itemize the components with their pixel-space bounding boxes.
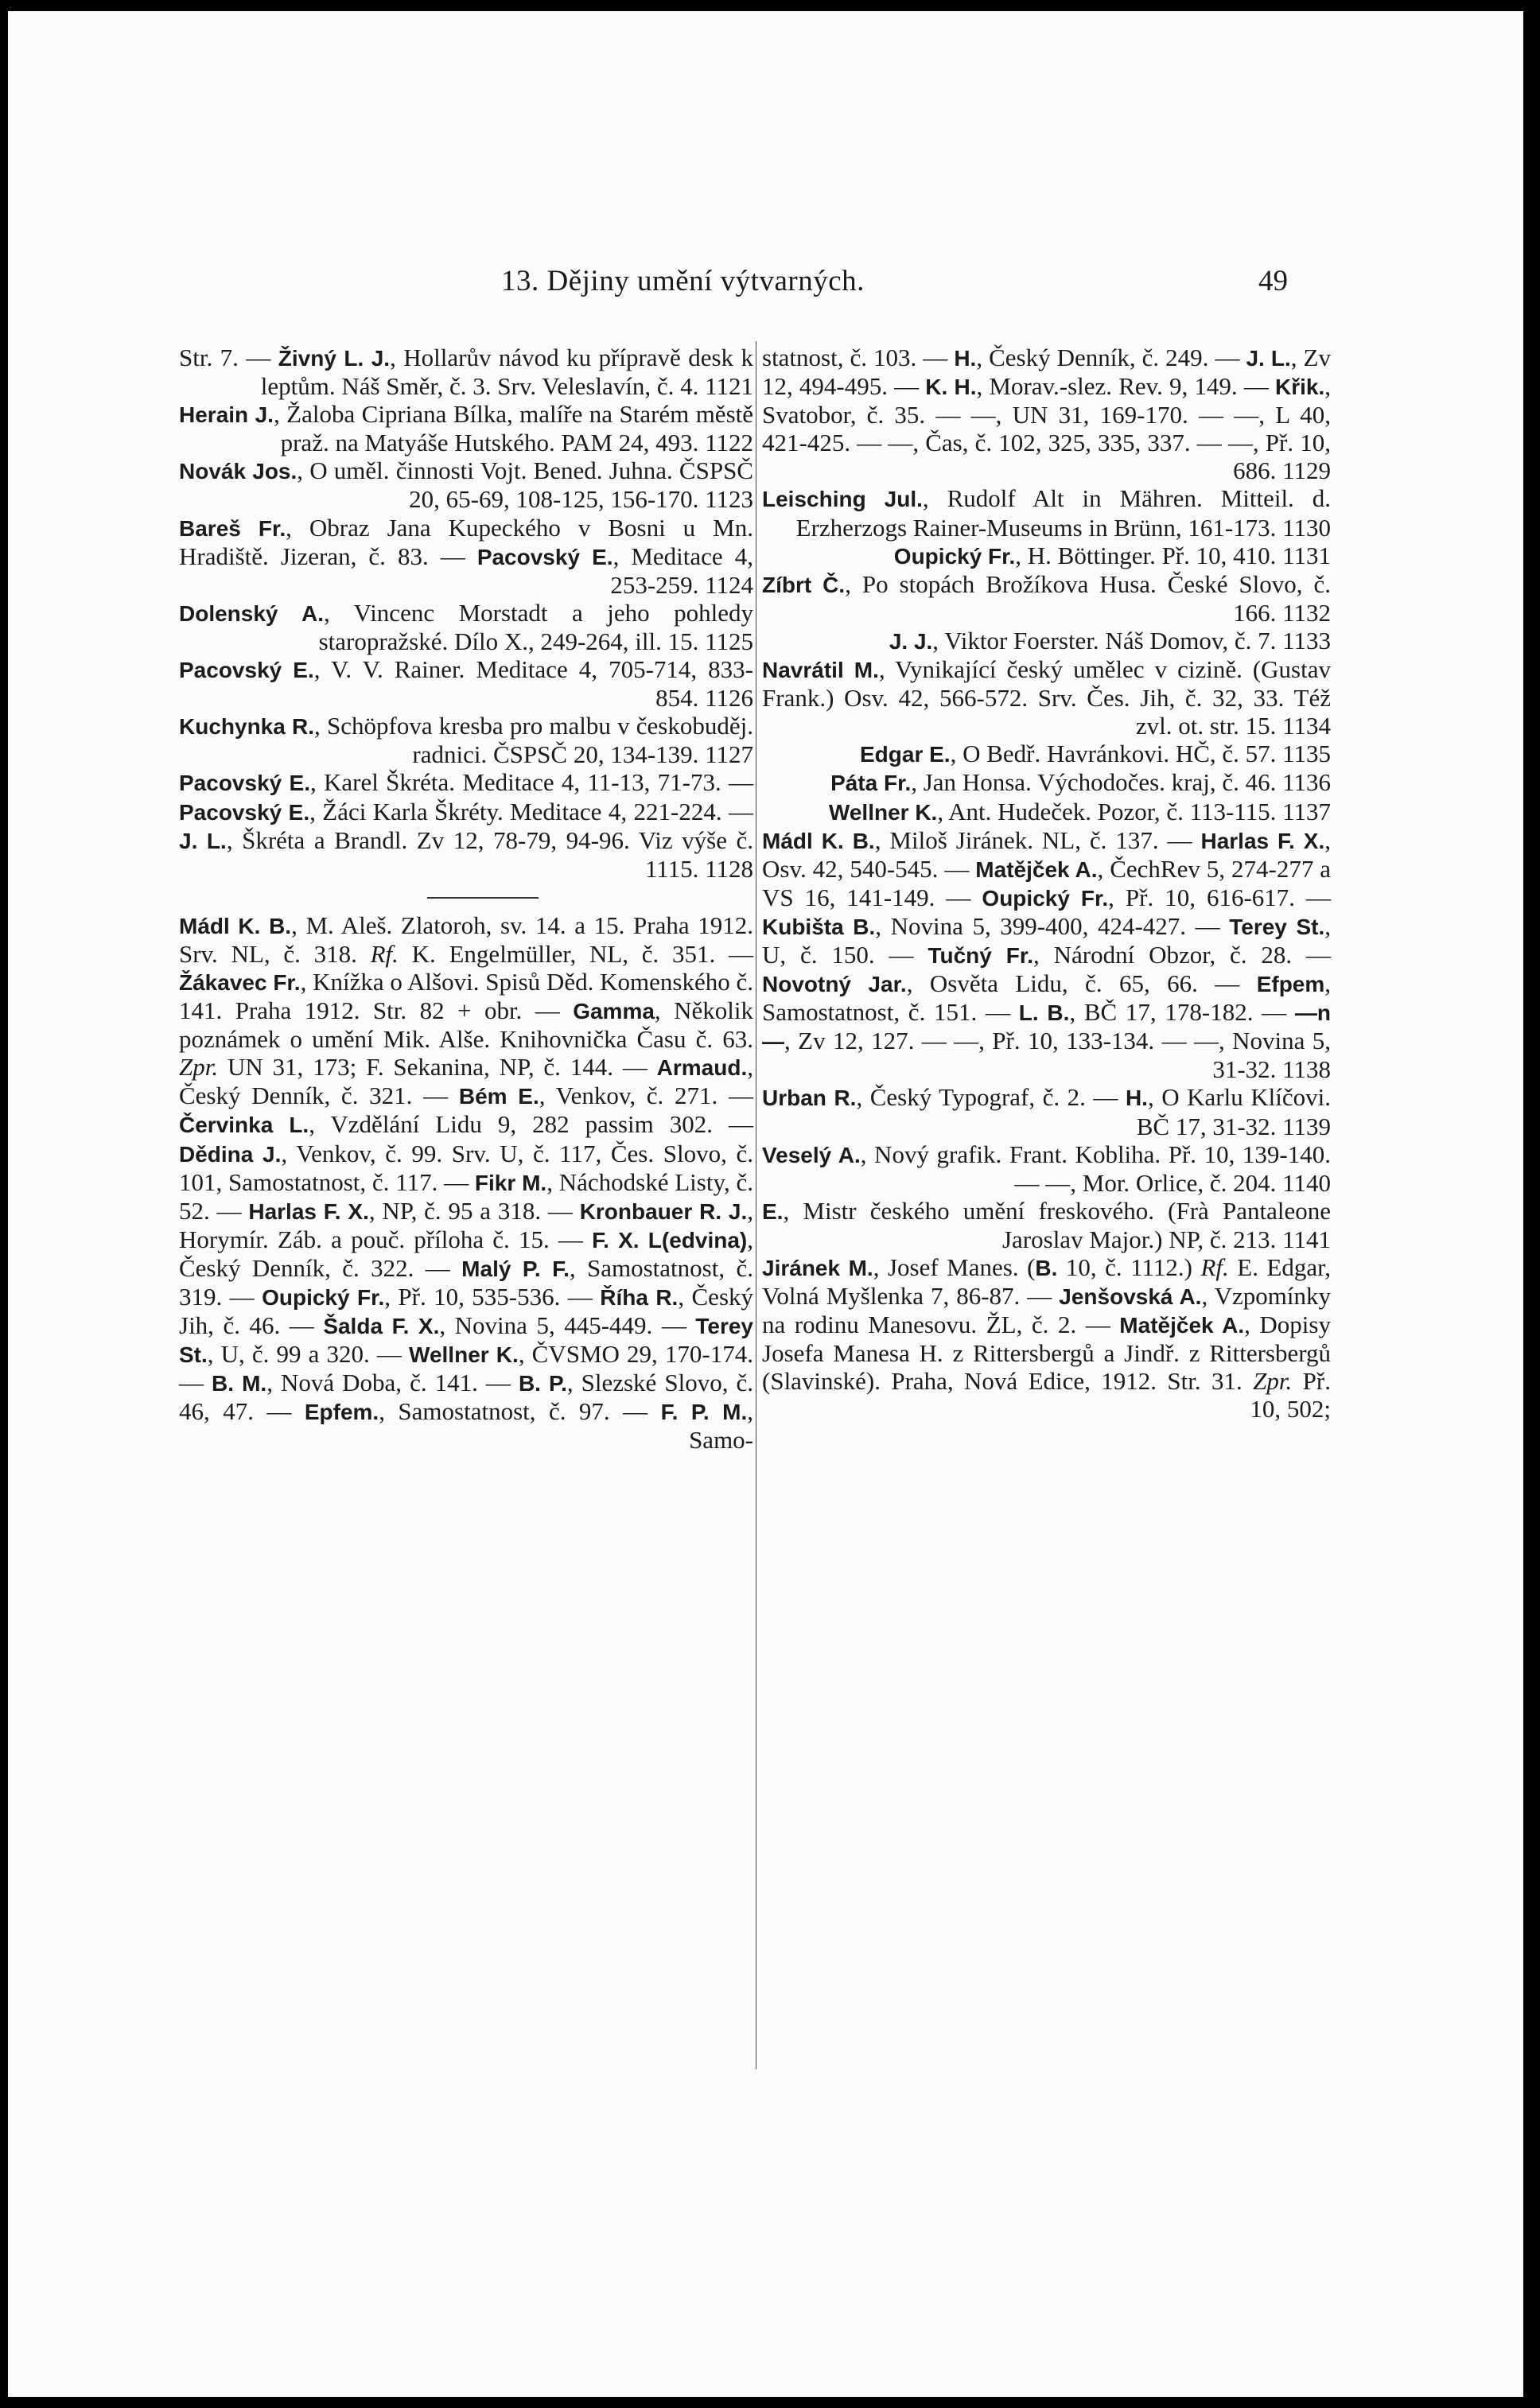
entry-text: UN 31, 173; F. Sekanina, NP, č. 144. — — [218, 1053, 657, 1082]
entry-text: , O Karlu Klíčovi. BČ 17, 31-32. 1139 — [1136, 1083, 1331, 1140]
entry-text: , Př. 10, 535-536. — — [384, 1283, 601, 1311]
entry-text: , Český Jih, č. 46. — — [179, 1283, 754, 1340]
author-name: B. — [1035, 1256, 1058, 1280]
entry-text: , Jan Honsa. Východočes. kraj, č. 46. 1136 — [911, 768, 1331, 797]
entry-text: , U, č. 150. — — [762, 911, 1331, 969]
author-name: Kubišta B. — [762, 914, 876, 939]
author-name: Jiránek M. — [762, 1256, 873, 1280]
bibliography-entry — [762, 570, 1331, 627]
bibliography-entry — [762, 1197, 1331, 1253]
author-name: H. — [954, 346, 977, 371]
bibliography-entry — [762, 1140, 1331, 1197]
entry-text: , H. Böttinger. Př. 10, 410. 1131 — [1015, 541, 1331, 569]
author-name: Bém E. — [458, 1084, 539, 1109]
entry-text: , Zv 12, 127. — —, Př. 10, 133-134. — —, Novina 5, 31-32. 1138 — [784, 1027, 1331, 1084]
italic-abbrev: Rf. — [370, 939, 399, 968]
author-name: B. M. — [212, 1371, 267, 1396]
author-name: J. J. — [889, 628, 933, 654]
entry-text: , Škréta a Brandl. Zv 12, 78-79, 94-96. Viz výše č. 1115. 1128 — [226, 825, 753, 883]
author-name: —n— — [762, 1000, 1331, 1054]
entry-text: , Zv 12, 494-495. — — [762, 344, 1331, 401]
entry-text: , Karel Škréta. Meditace 4, 11-13, 71-73. — — [309, 768, 753, 797]
bibliography-entry — [762, 740, 1331, 768]
entry-text: , Náchodské Listy, č. 52. — — [179, 1167, 754, 1225]
entry-text: , Vzdělání Lidu 9, 282 passim 302. — — [309, 1110, 754, 1139]
entry-text: , Národní Obzor, č. 28. — — [1032, 940, 1331, 969]
entry-text: , Český Denník, č. 321. — — [179, 1053, 753, 1110]
author-name: Urban R. — [762, 1086, 857, 1111]
entry-text: , Hollarův návod ku přípravě desk k leptům. Náš Směr, č. 3. Srv. Veleslavín, č. 4. 1121 — [260, 344, 753, 401]
entry-text: , Samo- — [689, 1397, 753, 1455]
author-name: Novotný Jar. — [762, 972, 907, 997]
bibliography-entry — [762, 542, 1331, 570]
author-name: Pacovský E. — [476, 544, 613, 569]
entry-text: , O Bedř. Havránkovi. HČ, č. 57. 1135 — [950, 740, 1331, 768]
author-name: Bareš Fr. — [179, 515, 286, 541]
entry-text: , Několik poznámek o umění Mik. Alše. Knihovnička Času č. 63. — [179, 996, 753, 1054]
entry-text: , Novina 5, 399-400, 424-427. — — [875, 911, 1230, 940]
author-name: Šalda F. X. — [323, 1314, 440, 1339]
author-name: Gamma — [573, 999, 655, 1024]
entry-text: , NP, č. 95 a 318. — — [368, 1196, 580, 1225]
author-name: Mádl K. B. — [762, 828, 875, 853]
author-name: H. — [1125, 1086, 1148, 1111]
entry-text: , U, č. 99 a 320. — — [207, 1340, 410, 1369]
entry-text: , Osvěta Lidu, č. 65, 66. — — [906, 969, 1257, 998]
bibliography-entry — [762, 768, 1331, 797]
author-name: Dědina J. — [179, 1141, 282, 1167]
page-header — [8, 264, 1523, 312]
bibliography-entry — [179, 911, 753, 1455]
author-name: B. P. — [518, 1371, 567, 1396]
entry-text: , Morav.-slez. Rev. 9, 149. — — [976, 372, 1275, 401]
author-name: Matějček A. — [1119, 1313, 1245, 1338]
author-name: Živný L. J. — [278, 346, 391, 371]
author-name: Pacovský E. — [179, 658, 314, 683]
entry-text: , Žaloba Cipriana Bílka, malíře na Starém městě praž. na Matyáše Hutského. PAM 24, 493. 1122 — [273, 400, 754, 457]
entry-text: , Schöpfova kresba pro malbu v českobuděj. radnici. ČSPSČ 20, 134-139. 1127 — [314, 712, 753, 769]
entry-text: , V. V. Rainer. Meditace 4, 705-714, 833-854. 1126 — [313, 655, 753, 713]
entry-text: , Meditace 4, 253-259. 1124 — [610, 542, 753, 599]
author-name: Mádl K. B. — [179, 913, 292, 938]
author-name: Veselý A. — [762, 1142, 861, 1167]
entry-text: , Samostatnost, č. 97. — — [379, 1397, 661, 1426]
author-name: Dolenský A. — [179, 600, 324, 626]
entry-text: , Př. 10, 616-617. — — [1108, 883, 1332, 911]
author-name: Wellner K. — [828, 799, 938, 825]
author-name: J. L. — [1246, 346, 1291, 371]
author-name: Navrátil M. — [762, 658, 879, 683]
entry-text: , Novina 5, 445-449. — — [439, 1311, 696, 1340]
italic-abbrev: Zpr. — [179, 1053, 219, 1082]
entry-text: , ČVSMO 29, 170-174. — — [179, 1340, 753, 1397]
entry-text: , Viktor Foerster. Náš Domov, č. 7. 1133 — [932, 626, 1331, 654]
entry-text: statnost, č. 103. — — [762, 344, 955, 371]
entry-text: , Venkov, č. 271. — — [539, 1082, 753, 1110]
entry-text: , Knížka o Alšovi. Spisů Děd. Komenského č. 141. Praha 1912. Str. 82 + obr. — — [179, 967, 753, 1025]
entry-text: 10, č. 1112.) — [1057, 1253, 1201, 1281]
bibliography-entry — [762, 1253, 1331, 1423]
entry-text: , Český Typograf, č. 2. — — [856, 1083, 1126, 1112]
separator-rule — [427, 897, 539, 899]
bibliography-entry — [762, 627, 1331, 655]
author-name: Novák Jos. — [179, 459, 298, 484]
author-name: Malý P. F. — [461, 1256, 570, 1281]
entry-text: , Dopisy Josefa Manesa H. z Rittersbergů a Jindř. z Rittersbergů (Slavinské). Praha, Nová Edice, 1912. Str. 31. — [762, 1311, 1331, 1396]
bibliography-entry — [762, 1083, 1331, 1140]
author-name: Wellner K. — [409, 1342, 519, 1368]
book-page — [8, 11, 1523, 2397]
bibliography-entry — [179, 599, 753, 655]
italic-abbrev: Rf. — [1200, 1253, 1229, 1281]
author-name: Kuchynka R. — [179, 714, 315, 740]
author-name: Armaud. — [656, 1055, 748, 1081]
entry-text: , Obraz Jana Kupeckého v Bosni u Mn. Hradiště. Jizeran, č. 83. — — [179, 513, 753, 570]
entry-text: , O uměl. činnosti Vojt. Bened. Juhna. ČSPSČ 20, 65-69, 108-125, 156-170. 1123 — [297, 456, 753, 514]
entry-text: , Venkov, č. 99. Srv. U, č. 117, Čes. Slovo, č. 101, Samostatnost, č. 117. — — [179, 1139, 754, 1196]
author-name: F. P. M. — [660, 1400, 748, 1425]
bibliography-entry — [179, 456, 753, 513]
entry-text: , Český Denník, č. 249. — — [976, 344, 1246, 371]
entry-text: E. Edgar, Volná Myšlenka 7, 86-87. — — [762, 1253, 1332, 1311]
author-name: Terey St. — [179, 1314, 753, 1368]
bibliography-entry — [179, 344, 753, 400]
entry-text: , M. Aleš. Zlatoroh, sv. 14. a 15. Praha 1912. Srv. NL, č. 318. — [179, 911, 753, 968]
entry-text: , Horymír. Záb. a pouč. příloha č. 15. — — [179, 1196, 754, 1253]
author-name: Křik. — [1275, 375, 1325, 400]
entry-text: , Slezské Slovo, č. 46, 47. — — [179, 1369, 753, 1426]
author-name: Edgar E. — [859, 742, 951, 767]
section-separator — [179, 883, 753, 911]
bibliography-entry — [762, 344, 1331, 484]
author-name: Červinka L. — [179, 1113, 309, 1138]
bibliography-entry — [762, 826, 1331, 1084]
author-name: Zíbrt Č. — [762, 572, 846, 597]
entry-text: , Josef Manes. ( — [873, 1253, 1036, 1281]
entry-text: , Rudolf Alt in Mähren. Mitteil. d. Erzherzogs Rainer-Museums in Brünn, 161-173. 1130 — [795, 484, 1332, 542]
author-name: Oupický Fr. — [982, 885, 1109, 911]
entry-text: , Nový grafik. Frant. Kobliha. Př. 10, 139-140. — —, Mor. Orlice, č. 204. 1140 — [860, 1140, 1331, 1197]
entry-text: , Vynikající český umělec v cizině. (Gustav Frank.) Osv. 42, 566-572. Srv. Čes. Jih, č. 32, 33. Též zvl. ot. str. 15. 1134 — [762, 655, 1331, 740]
bibliography-entry — [762, 798, 1331, 826]
entry-text: Př. 10, 502; — [1250, 1367, 1331, 1423]
entry-text: , Miloš Jiránek. NL, č. 137. — — [874, 825, 1201, 854]
italic-abbrev: Zpr. — [1253, 1367, 1293, 1396]
author-name: Harlas F. X. — [1200, 828, 1325, 853]
bibliography-entry — [762, 484, 1331, 541]
left-column — [179, 344, 753, 1455]
entry-text: , Nová Doba, č. 141. — — [266, 1369, 519, 1397]
author-name: Oupický Fr. — [262, 1285, 385, 1310]
right-column — [762, 344, 1331, 1423]
entry-text: , Vincenc Morstadt a jeho pohledy staropražské. Dílo X., 249-264, ill. 15. 1125 — [318, 598, 753, 655]
bibliography-entry — [179, 655, 753, 712]
author-name: Říha R. — [600, 1285, 679, 1310]
author-name: Epfem. — [304, 1400, 379, 1425]
author-name: Fikr M. — [474, 1170, 547, 1195]
author-name: E. — [762, 1198, 784, 1224]
entry-text: , ČechRev 5, 274-277 a VS 16, 141-149. — — [762, 854, 1332, 911]
author-name: Herain J. — [179, 402, 274, 428]
entry-text: , Český Denník, č. 322. — — [179, 1225, 753, 1282]
entry-text: , BČ 17, 178-182. — — [1069, 998, 1295, 1027]
entry-text: , Samostatnost, č. 151. — — [762, 969, 1332, 1027]
author-name: Žákavec Fr. — [179, 969, 301, 995]
author-name: L. B. — [1018, 1000, 1070, 1026]
entry-text: , Mistr českého umění freskového. (Frà Pantaleone Jaroslav Major.) NP, č. 213. 1141 — [783, 1196, 1331, 1253]
author-name: Terey St. — [1229, 914, 1325, 939]
author-name: Jenšovská A. — [1059, 1284, 1202, 1310]
bibliography-entry — [179, 514, 753, 599]
author-name: Harlas F. X. — [248, 1198, 369, 1224]
author-name: Kronbauer R. J. — [579, 1198, 748, 1224]
author-name: K. H. — [925, 375, 977, 400]
entry-text: , Žáci Karla Škréty. Meditace 4, 221-224. — — [309, 797, 754, 825]
author-name: J. L. — [179, 828, 227, 853]
entry-text: , Po stopách Brožíkova Husa. České Slovo, č. 166. 1132 — [845, 569, 1331, 627]
entry-text: , Ant. Hudeček. Pozor, č. 113-115. 1137 — [937, 797, 1331, 825]
entry-text: , Osv. 42, 540-545. — — [762, 825, 1331, 883]
entry-text: K. Engelmüller, NL, č. 351. — — [398, 939, 753, 968]
author-name: Matějček A. — [975, 856, 1098, 882]
running-title: 13. Dějiny umění výtvarných. — [501, 265, 865, 297]
page-number: 49 — [1258, 265, 1288, 297]
author-name: F. X. L(edvina) — [592, 1227, 748, 1253]
author-name: Pacovský E. — [179, 771, 310, 796]
author-name: Pacovský E. — [179, 799, 310, 825]
bibliography-entry — [179, 400, 753, 456]
entry-text: , Vzpomínky na rodinu Manesovu. ŽL, č. 2. — — [762, 1282, 1331, 1339]
entry-text: Str. 7. — — [179, 344, 278, 371]
entry-text: , Samostatnost, č. 319. — — [179, 1253, 753, 1311]
author-name: Tučný Fr. — [928, 942, 1033, 968]
author-name: Oupický Fr. — [893, 543, 1016, 569]
entry-text: , Svatobor, č. 35. — —, UN 31, 169-170. — —, L 40, 421-425. — —, Čas, č. 102, 325, 335, 337. — —, Př. 10, 686. 1129 — [762, 372, 1331, 485]
bibliography-entry — [179, 712, 753, 768]
author-name: Efpem — [1256, 972, 1325, 997]
author-name: Páta Fr. — [830, 771, 912, 796]
bibliography-entry — [762, 655, 1331, 740]
author-name: Leisching Jul. — [762, 487, 923, 512]
bibliography-entry — [179, 768, 753, 882]
